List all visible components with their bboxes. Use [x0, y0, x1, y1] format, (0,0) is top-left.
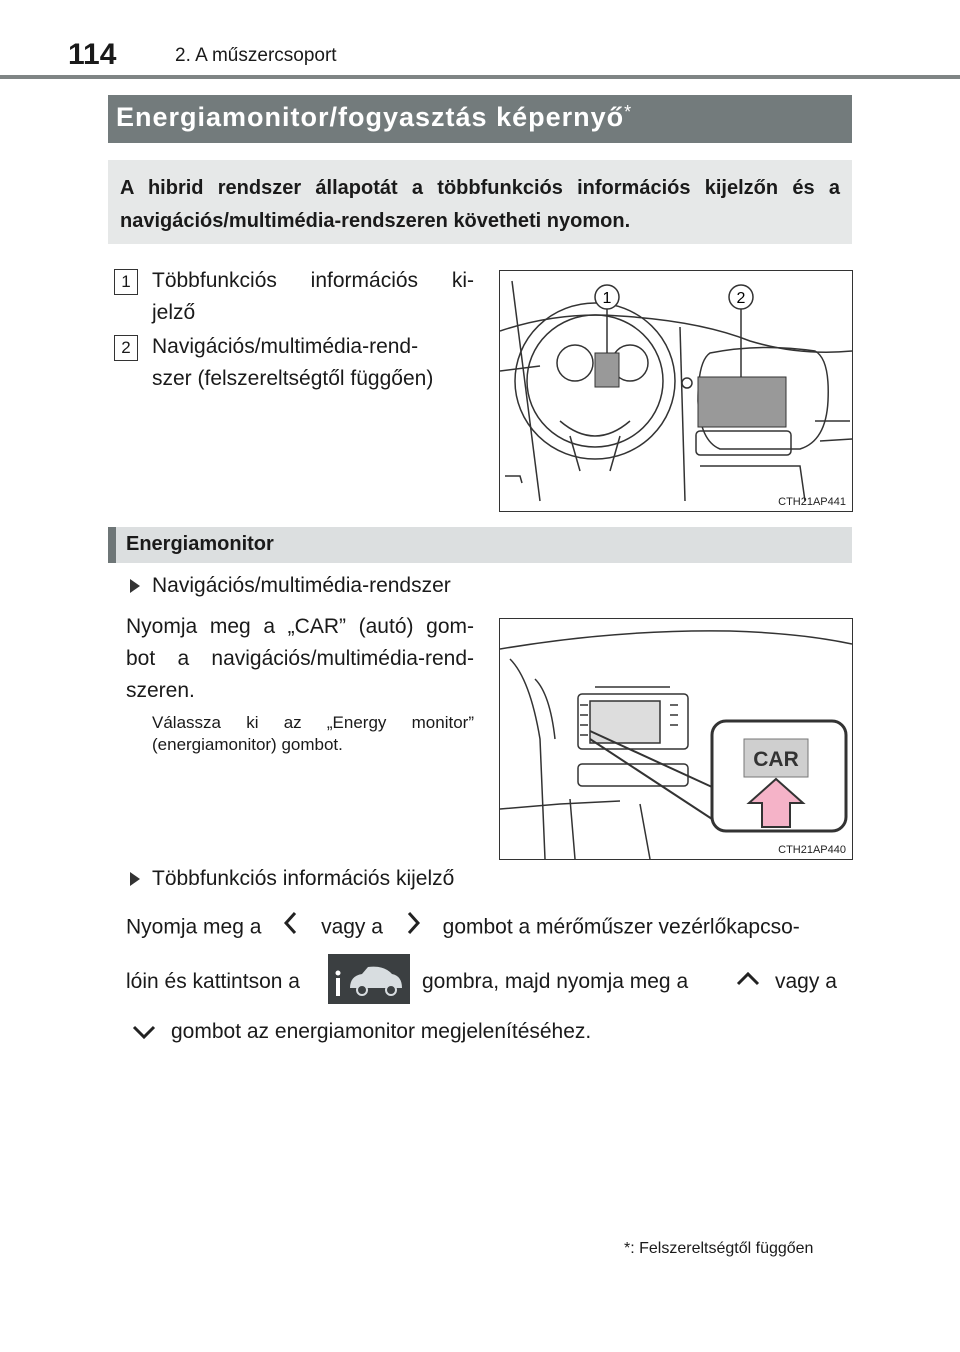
item-2-line2: szer (felszereltségtől függően)	[152, 367, 434, 390]
chevron-up-icon	[735, 970, 761, 993]
dashboard-illustration	[500, 271, 852, 511]
mid-p2-b: gombra, majd nyomja meg a	[422, 970, 689, 993]
footnote	[624, 1240, 813, 1258]
figure-2-code: CTH21AP440	[778, 844, 846, 856]
item-1-line1: Többfunkciós információs ki-	[152, 269, 474, 292]
car-button-figure	[499, 618, 853, 860]
car-button-label: CAR	[753, 748, 799, 771]
item-number-2: 2	[114, 335, 138, 361]
chevron-right-icon	[405, 910, 421, 946]
nav-line-2: bot a navigációs/multimédia-rend-	[126, 647, 474, 670]
subsection-title: Energiamonitor	[126, 533, 274, 555]
mid-p2-a: lóin és kattintson a	[126, 970, 300, 993]
mid-heading: Többfunkciós információs kijelző	[152, 867, 455, 890]
mid-p2-c: vagy a	[775, 970, 837, 993]
item-1-line2: jelző	[152, 301, 196, 324]
mid-p1-a: Nyomja meg a	[126, 915, 262, 939]
nav-heading: Navigációs/multimédia-rendszer	[152, 574, 451, 597]
mid-p1-b: vagy a	[321, 915, 383, 939]
header-rule	[0, 75, 960, 79]
footnote-text: : Felszereltségtől függően	[630, 1240, 814, 1257]
item-2-line1: Navigációs/multimédia-rend-	[152, 335, 419, 358]
intro-text: A hibrid rendszer állapotát a többfunkciós információs kijelzőn és a navigációs/multimédia-rendszeren követheti nyomon.	[120, 177, 840, 232]
nav-instructions	[126, 611, 474, 707]
nav-line-3: szeren.	[126, 679, 195, 702]
mid-paragraph-line-2	[126, 966, 300, 998]
item-number-1: 1	[114, 269, 138, 295]
chevron-down-icon	[131, 1023, 157, 1046]
footnote-star: *	[624, 1240, 631, 1257]
asterisk-icon: *	[624, 102, 633, 122]
mid-paragraph-line-3: gombot az energiamonitor megjelenítéséhez.	[171, 1020, 592, 1043]
nav-line-1: Nyomja meg a „CAR” (autó) gom-	[126, 615, 474, 638]
dashboard-figure	[499, 270, 853, 512]
chevron-left-icon	[283, 910, 299, 946]
page-number: 114	[68, 38, 117, 71]
callout-2: 2	[736, 290, 746, 307]
chapter-title: 2. A műszercsoport	[175, 45, 337, 66]
subsection-accent	[108, 527, 116, 563]
figure-1-code: CTH21AP441	[778, 496, 846, 508]
car-info-icon	[328, 954, 410, 1004]
mid-paragraph-line-1	[126, 910, 800, 946]
triangle-bullet-icon	[130, 872, 140, 886]
nav-note	[152, 712, 474, 756]
section-title	[116, 102, 632, 133]
triangle-bullet-icon	[130, 579, 140, 593]
mid-p1-c: gombot a mérőműszer vezérlőkapcso-	[442, 915, 800, 939]
item-2	[152, 331, 474, 395]
nav-note-line-1: Válassza ki az „Energy monitor”	[152, 713, 474, 732]
callout-1: 1	[602, 290, 612, 307]
section-title-text: Energiamonitor/fogyasztás képernyő	[116, 102, 625, 132]
item-1	[152, 265, 474, 329]
nav-note-line-2: (energiamonitor) gombot.	[152, 735, 343, 754]
head-unit-illustration	[500, 619, 852, 859]
